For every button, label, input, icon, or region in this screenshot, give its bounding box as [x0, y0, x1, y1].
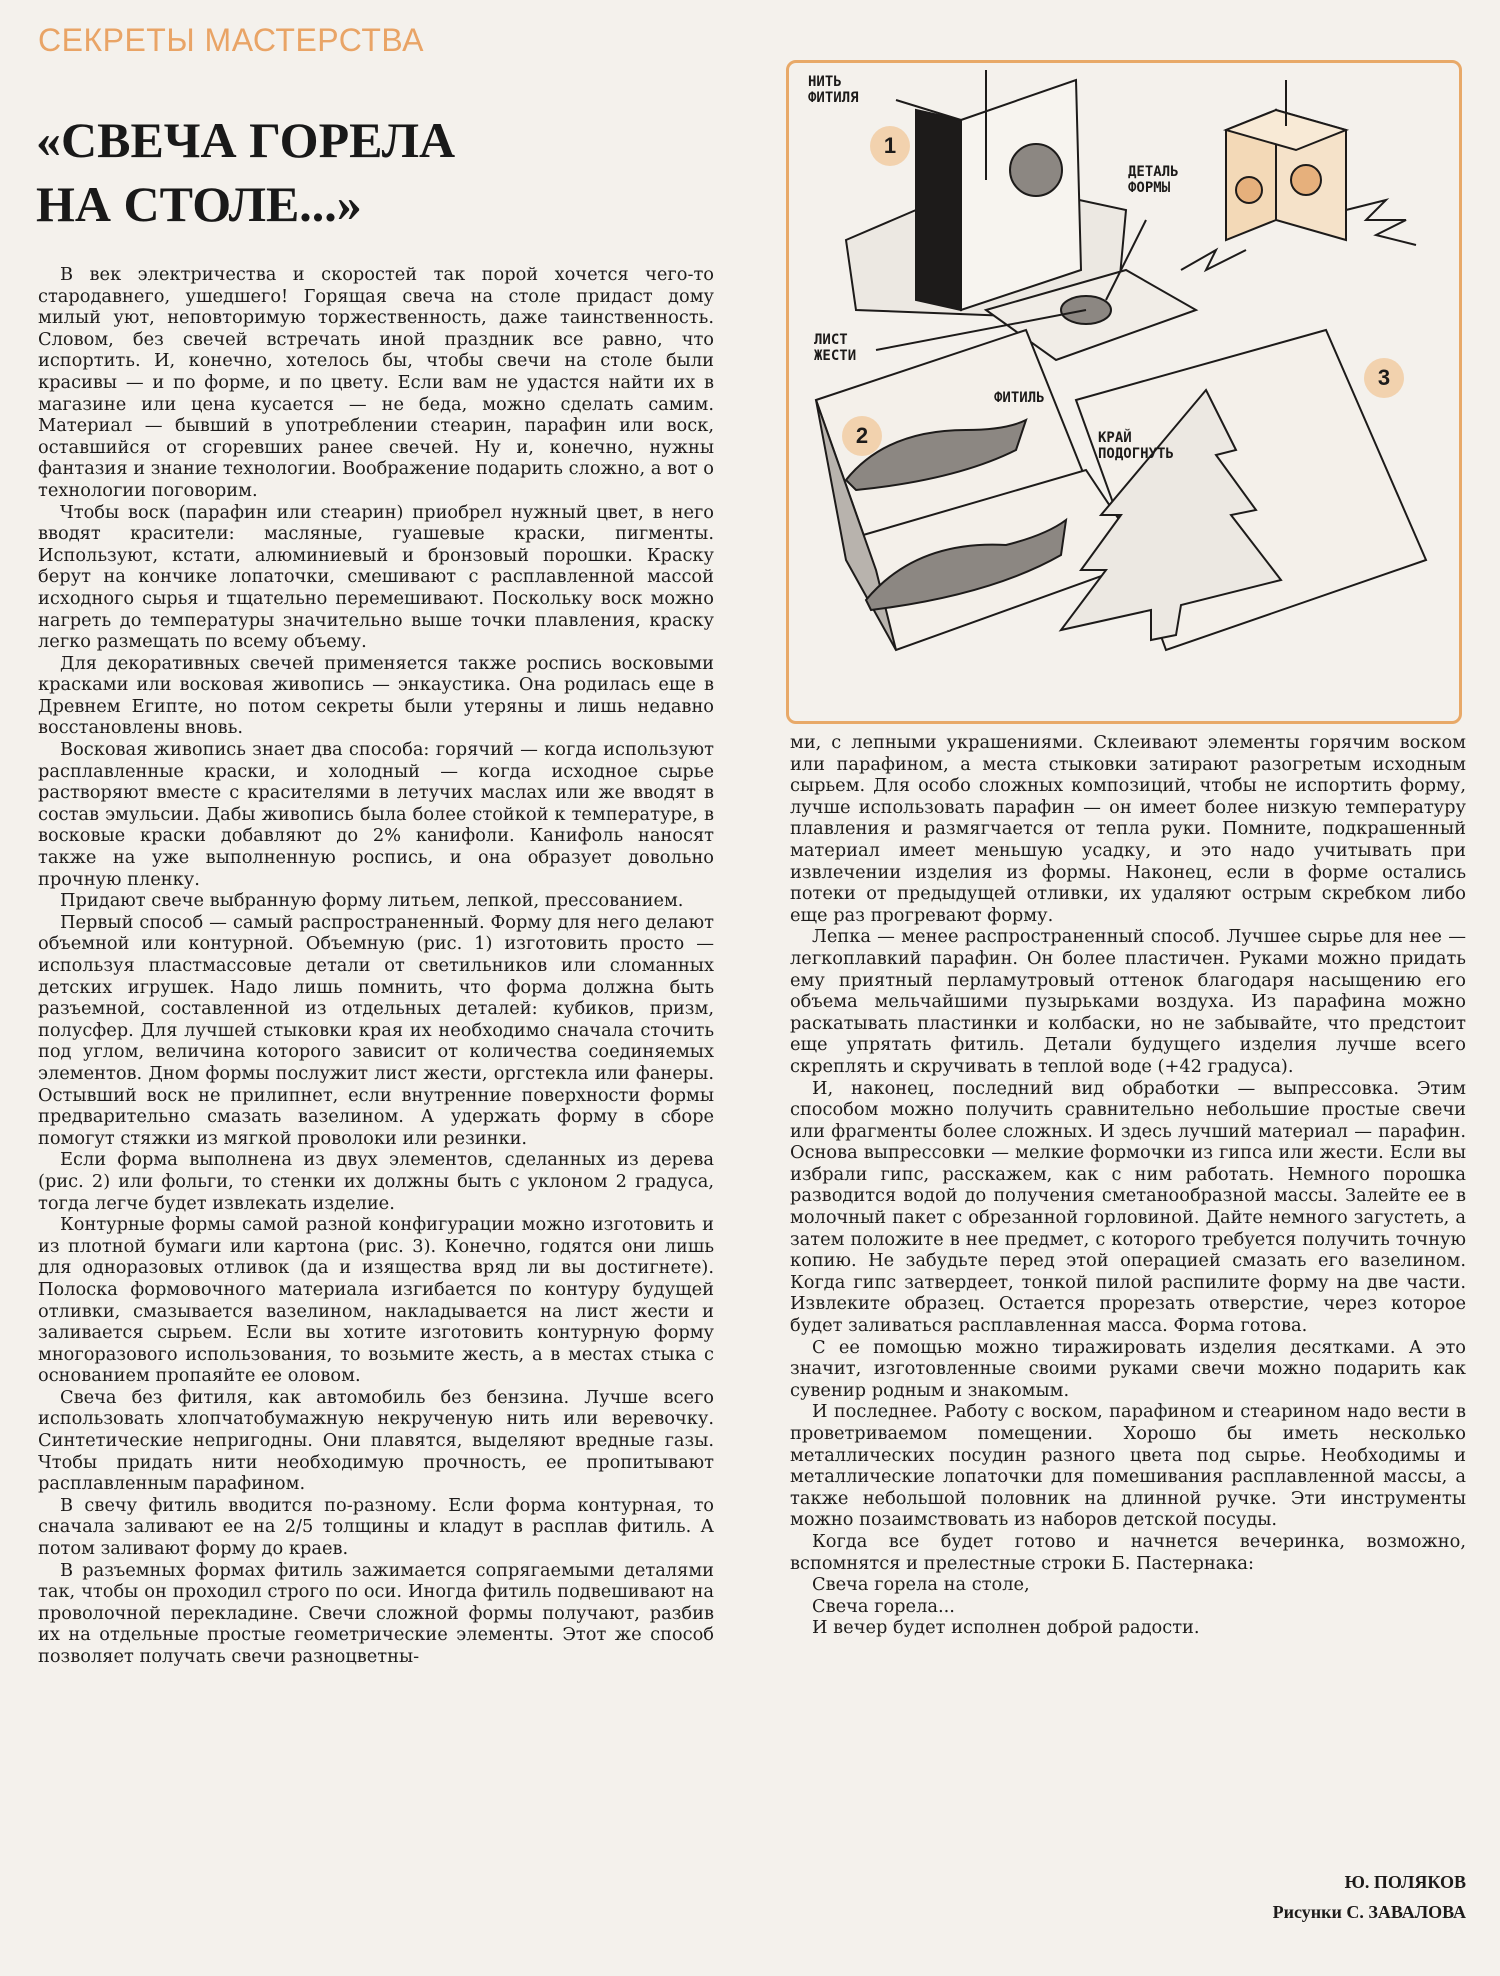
figure-number-3: 3: [1364, 358, 1404, 398]
poem-line: Свеча горела на столе,: [812, 1574, 1030, 1596]
paragraph: Для декоративных свечей применяется также роспись восковыми красками или восковая живопись — энкаустика. Она родилась еще в Древнем Египте, но потом секреты были утеряны и лишь недавно восстановлены вновь.: [38, 652, 714, 739]
poem-quote: [812, 1574, 1466, 1639]
label-mold-part: ДЕТАЛЬ ФОРМЫ: [1128, 164, 1179, 196]
article-title: [36, 108, 455, 236]
paragraph: ми, с лепными украшениями. Склеивают элементы горячим воском или парафином, а места стыковки затирают разогретым исходным сырьем. Для особо сложных композиций, чтобы не испортить форму, лучше использовать парафин — он имеет более низкую температуру плавления и размягчается от тепла руки. Помните, подкрашенный материал имеет меньшую усадку, и это надо учитывать при извлечении изделия из формы. Наконец, если в форме остались потеки от предыдущей отливки, их удаляют острым скребком либо еще раз прогревают форму.: [790, 732, 1466, 926]
paragraph: Контурные формы самой разной конфигурации можно изготовить и из плотной бумаги или картона (рис. 3). Конечно, годятся они лишь для одноразовых отливок (да и изящества вряд ли вы достигнете). Полоска формовочного материала изгибается по контуру будущей отливки, смазывается вазелином, накладывается на лист жести и заливается сырьем. Если вы хотите изготовить контурную форму многоразового использования, то возьмите жесть, а в местах стыка с основанием пропаяйте ее оловом.: [38, 1214, 714, 1387]
label-tin-sheet: ЛИСТ ЖЕСТИ: [814, 332, 857, 364]
title-line-1: «СВЕЧА ГОРЕЛА: [36, 112, 456, 168]
body-column-left: [38, 264, 714, 1668]
poem-line: Свеча горела...: [812, 1595, 955, 1617]
paragraph: Если форма выполнена из двух элементов, сделанных из дерева (рис. 2) или фольги, то стенки их должны быть с уклоном 2 градуса, тогда легче будет извлекать изделие.: [38, 1149, 714, 1214]
figure-number-2: 2: [842, 416, 882, 456]
author-signature: Ю. ПОЛЯКОВ: [1344, 1872, 1466, 1892]
paragraph: И последнее. Работу с воском, парафином и стеарином надо вести в проветриваемом помещении. Хорошо бы иметь несколько металлических посудин разного цвета под сырье. Необходимы и металлические лопаточки для помешивания расплавленной массы, а также небольшой половник на длинной ручке. Эти инструменты можно позаимствовать из наборов детской посуды.: [790, 1401, 1466, 1531]
illustration: [786, 60, 1462, 724]
body-column-right: [790, 732, 1466, 1639]
paragraph: Восковая живопись знает два способа: горячий — когда используют расплавленные краски, и холодный — когда исходное сырье растворяют вместе с красителями в летучих маслах или же вводят в состав эмульсии. Дабы живопись была более стойкой к температуре, в восковые краски добавляют до 2% канифоли. Канифоль наносят также на уже выполненную роспись, и она образует довольно прочную пленку.: [38, 739, 714, 890]
paragraph: В свечу фитиль вводится по-разному. Если форма контурная, то сначала заливают ее на 2/5 толщины и кладут в расплав фитиль. А потом заливают форму до краев.: [38, 1494, 714, 1560]
paragraph: Первый способ — самый распространенный. Форму для него делают объемной или контурной. Объемную (рис. 1) изготовить просто — используя пластмассовые детали от светильников или сломанных детских игрушек. Надо лишь помнить, что форма должна быть разъемной, составленной из отдельных деталей: кубиков, призм, полусфер. Для лучшей стыковки края их необходимо сначала сточить под углом, величина которого зависит от количества соединяемых элементов. Дном формы послужит лист жести, оргстекла или фанеры. Остывший воск не прилипнет, если внутренние поверхности формы предварительно смазать вазелином. А удержать форму в сборе помогут стяжки из мягкой проволоки или резинки.: [38, 911, 714, 1149]
title-line-2: НА СТОЛЕ...»: [36, 176, 362, 232]
paragraph: Свеча без фитиля, как автомобиль без бензина. Лучше всего использовать хлопчатобумажную некрученую нить или веревочку. Синтетические непригодны. Они плавятся, выделяют вредные газы. Чтобы придать нити необходимую прочность, ее пропитывают расплавленным парафином.: [38, 1386, 714, 1495]
paragraph: И, наконец, последний вид обработки — выпрессовка. Этим способом можно получить сравнительно небольшие простые свечи или фрагменты более сложных. И здесь лучший материал — парафин. Основа выпрессовки — мелкие формочки из гипса или жести. Если вы избрали гипс, расскажем, как с ним работать. Немного порошка разводится водой до получения сметанообразной массы. Залейте ее в молочный пакет с обрезанной горловиной. Дайте немного загустеть, а затем положите в нее предмет, с которого требуется получить точную копию. Не забудьте перед этой операцией смазать его вазелином. Когда гипс затвердеет, тонкой пилой распилите форму на две части. Извлеките образец. Остается прорезать отверстие, через которое будет заливаться расплавленная масса. Форма готова.: [790, 1077, 1466, 1337]
paragraph: В век электричества и скоростей так порой хочется чего-то стародавнего, ушедшего! Горящая свеча на столе придаст дому милый уют, неповторимую торжественность, даже таинственность. Словом, без свечей встречать иной праздник все равно, что испортить. И, конечно, хотелось бы, чтобы свечи на столе были красивы — и по форме, и по цвету. Если вам не удастся найти их в магазине или цена кусается — не беда, можно сделать самим. Материал — бывший в употреблении стеарин, парафин или воск, оставшийся от сгоревших ранее свечей. Ну и, конечно, нужны фантазия и знание технологии. Воображение подарить сложно, а вот о технологии поговорим.: [38, 264, 714, 501]
figure-number-1: 1: [870, 126, 910, 166]
label-wick: ФИТИЛЬ: [994, 390, 1045, 406]
paragraph: Придают свече выбранную форму литьем, лепкой, прессованием.: [60, 890, 684, 912]
label-bend-edge: КРАЙ ПОДОГНУТЬ: [1098, 430, 1174, 462]
artist-credit: Рисунки С. ЗАВАЛОВА: [1272, 1902, 1466, 1922]
paragraph: Чтобы воск (парафин или стеарин) приобрел нужный цвет, в него вводят красители: масляные, гуашевые краски, пигменты. Используют, кстати, алюминиевый и бронзовый порошки. Краску берут на кончике лопаточки, смешивают с расплавленной массой исходного сырья и тщательно перемешивают. Поскольку воск можно нагреть до температуры значительно выше точки плавления, краску легко размещать по всему объему.: [38, 501, 714, 653]
paragraph: В разъемных формах фитиль зажимается сопрягаемыми деталями так, чтобы он проходил строго по оси. Иногда фитиль подвешивают на проволочной перекладине. Свечи сложной формы получают, разбив их на отдельные простые геометрические элементы. Этот же способ позволяет получать свечи разноцветны-: [38, 1559, 714, 1667]
fig3-candle: [1181, 80, 1416, 270]
paragraph: Когда все будет готово и начнется вечеринка, возможно, вспомнятся и прелестные строки Б. Пастернака:: [790, 1530, 1466, 1574]
paragraph: С ее помощью можно тиражировать изделия десятками. А это значит, изготовленные своими руками свечи можно подарить как сувенир родным и знакомым.: [790, 1336, 1466, 1401]
rubric: СЕКРЕТЫ МАСТЕРСТВА: [38, 22, 424, 58]
label-wick-thread: НИТЬ ФИТИЛЯ: [808, 74, 859, 106]
poem-line: И вечер будет исполнен доброй радости.: [812, 1617, 1200, 1639]
paragraph: Лепка — менее распространенный способ. Лучшее сырье для нее — легкоплавкий парафин. Он более пластичен. Руками можно придать ему приятный перламутровый оттенок благодаря насыщению его объема мельчайшими пузырьками воздуха. Из парафина можно раскатывать пластинки и колбаски, но не забывайте, что предстоит еще упрятать фитиль. Детали будущего изделия лучше всего скреплять и скручивать в теплой воде (+42 градуса).: [790, 926, 1466, 1077]
fig1-mold: [846, 70, 1196, 360]
